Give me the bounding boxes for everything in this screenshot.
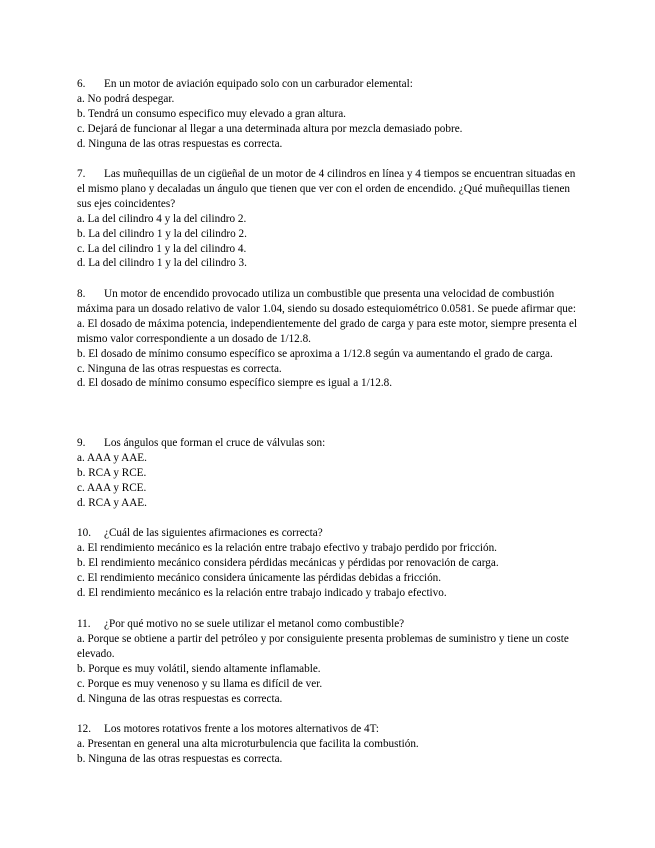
question-text: Las muñequillas de un cigüeñal de un motor de 4 cilindros en línea y 4 tiempos se encuentran situadas en el mismo plano y decaladas un ángulo que tienen que ver con el orden de encendido. ¿Qué muñequillas tienen sus ejes coincidentes? [77,168,576,210]
question-8 [77,287,582,391]
question-stem [77,722,582,737]
question-text: Los ángulos que forman el cruce de válvulas son: [104,437,326,449]
answer-option-a: a. La del cilindro 4 y la del cilindro 2. [77,212,247,225]
question-stem [77,77,582,92]
answer-option-d: d. RCA y AAE. [77,496,147,509]
question-12 [77,722,582,767]
answer-option-b: b. Tendrá un consumo especifico muy elevado a gran altura. [77,107,346,120]
question-stem [77,167,582,212]
question-6 [77,77,582,152]
answer-option-d: d. El rendimiento mecánico es la relación entre trabajo indicado y trabajo efectivo. [77,586,447,599]
question-text: Un motor de encendido provocado utiliza un combustible que presenta una velocidad de combustión máxima para un dosado relativo de valor 1.04, siendo su dosado estequiométrico 0.0581. Se puede afirmar que: [77,288,576,315]
answer-option-a: a. Presentan en general una alta microturbulencia que facilita la combustión. [77,737,419,750]
answer-option-a: a. El dosado de máxima potencia, independientemente del grado de carga y para este motor, siempre presenta el mismo valor correspondiente a un dosado de 1/12.8. [77,317,578,345]
question-stem [77,617,582,632]
answer-option-b: b. El rendimiento mecánico considera pérdidas mecánicas y pérdidas por renovación de carga. [77,556,499,569]
question-number: 8. [77,288,86,300]
question-number: 12. [77,723,91,735]
answer-option-a: a. El rendimiento mecánico es la relación entre trabajo efectivo y trabajo perdido por fricción. [77,541,497,554]
question-number: 9. [77,437,86,449]
question-number: 6. [77,78,86,90]
answer-option-c: c. El rendimiento mecánico considera únicamente las pérdidas debidas a fricción. [77,571,442,584]
answer-option-a: a. No podrá despegar. [77,92,175,105]
question-stem [77,526,582,541]
answer-option-c: c. Porque es muy venenoso y su llama es difícil de ver. [77,677,323,690]
question-stem [77,436,582,451]
question-number: 11. [77,618,91,630]
answer-option-b: b. Porque es muy volátil, siendo altamente inflamable. [77,662,321,675]
question-number: 7. [77,168,86,180]
answer-option-d: d. Ninguna de las otras respuestas es correcta. [77,692,283,705]
question-10 [77,526,582,601]
question-stem [77,287,582,317]
answer-option-b: b. RCA y RCE. [77,466,147,479]
answer-option-a: a. AAA y AAE. [77,451,147,464]
answer-option-c: c. Dejará de funcionar al llegar a una determinada altura por mezcla demasiado pobre. [77,122,463,135]
answer-option-a: a. Porque se obtiene a partir del petróleo y por consiguiente presenta problemas de suministro y tiene un coste elevado. [77,632,569,660]
answer-option-c: c. AAA y RCE. [77,481,147,494]
answer-option-d: d. La del cilindro 1 y la del cilindro 3. [77,257,247,270]
answer-option-c: c. La del cilindro 1 y la del cilindro 4. [77,242,247,255]
question-text: Los motores rotativos frente a los motores alternativos de 4T: [104,723,380,735]
question-text: ¿Cuál de las siguientes afirmaciones es correcta? [104,527,323,539]
answer-option-d: d. El dosado de mínimo consumo específico siempre es igual a 1/12.8. [77,377,393,390]
question-9 [77,436,582,511]
answer-option-c: c. Ninguna de las otras respuestas es correcta. [77,362,282,375]
question-text: En un motor de aviación equipado solo con un carburador elemental: [104,78,413,90]
answer-option-b: b. El dosado de mínimo consumo específico se aproxima a 1/12.8 según va aumentando el grado de carga. [77,347,553,360]
question-number: 10. [77,527,91,539]
answer-option-b: b. La del cilindro 1 y la del cilindro 2. [77,227,247,240]
question-text: ¿Por qué motivo no se suele utilizar el metanol como combustible? [104,618,405,630]
question-11 [77,617,582,706]
answer-option-d: d. Ninguna de las otras respuestas es correcta. [77,137,283,150]
answer-option-b: b. Ninguna de las otras respuestas es correcta. [77,752,283,765]
question-7 [77,167,582,271]
